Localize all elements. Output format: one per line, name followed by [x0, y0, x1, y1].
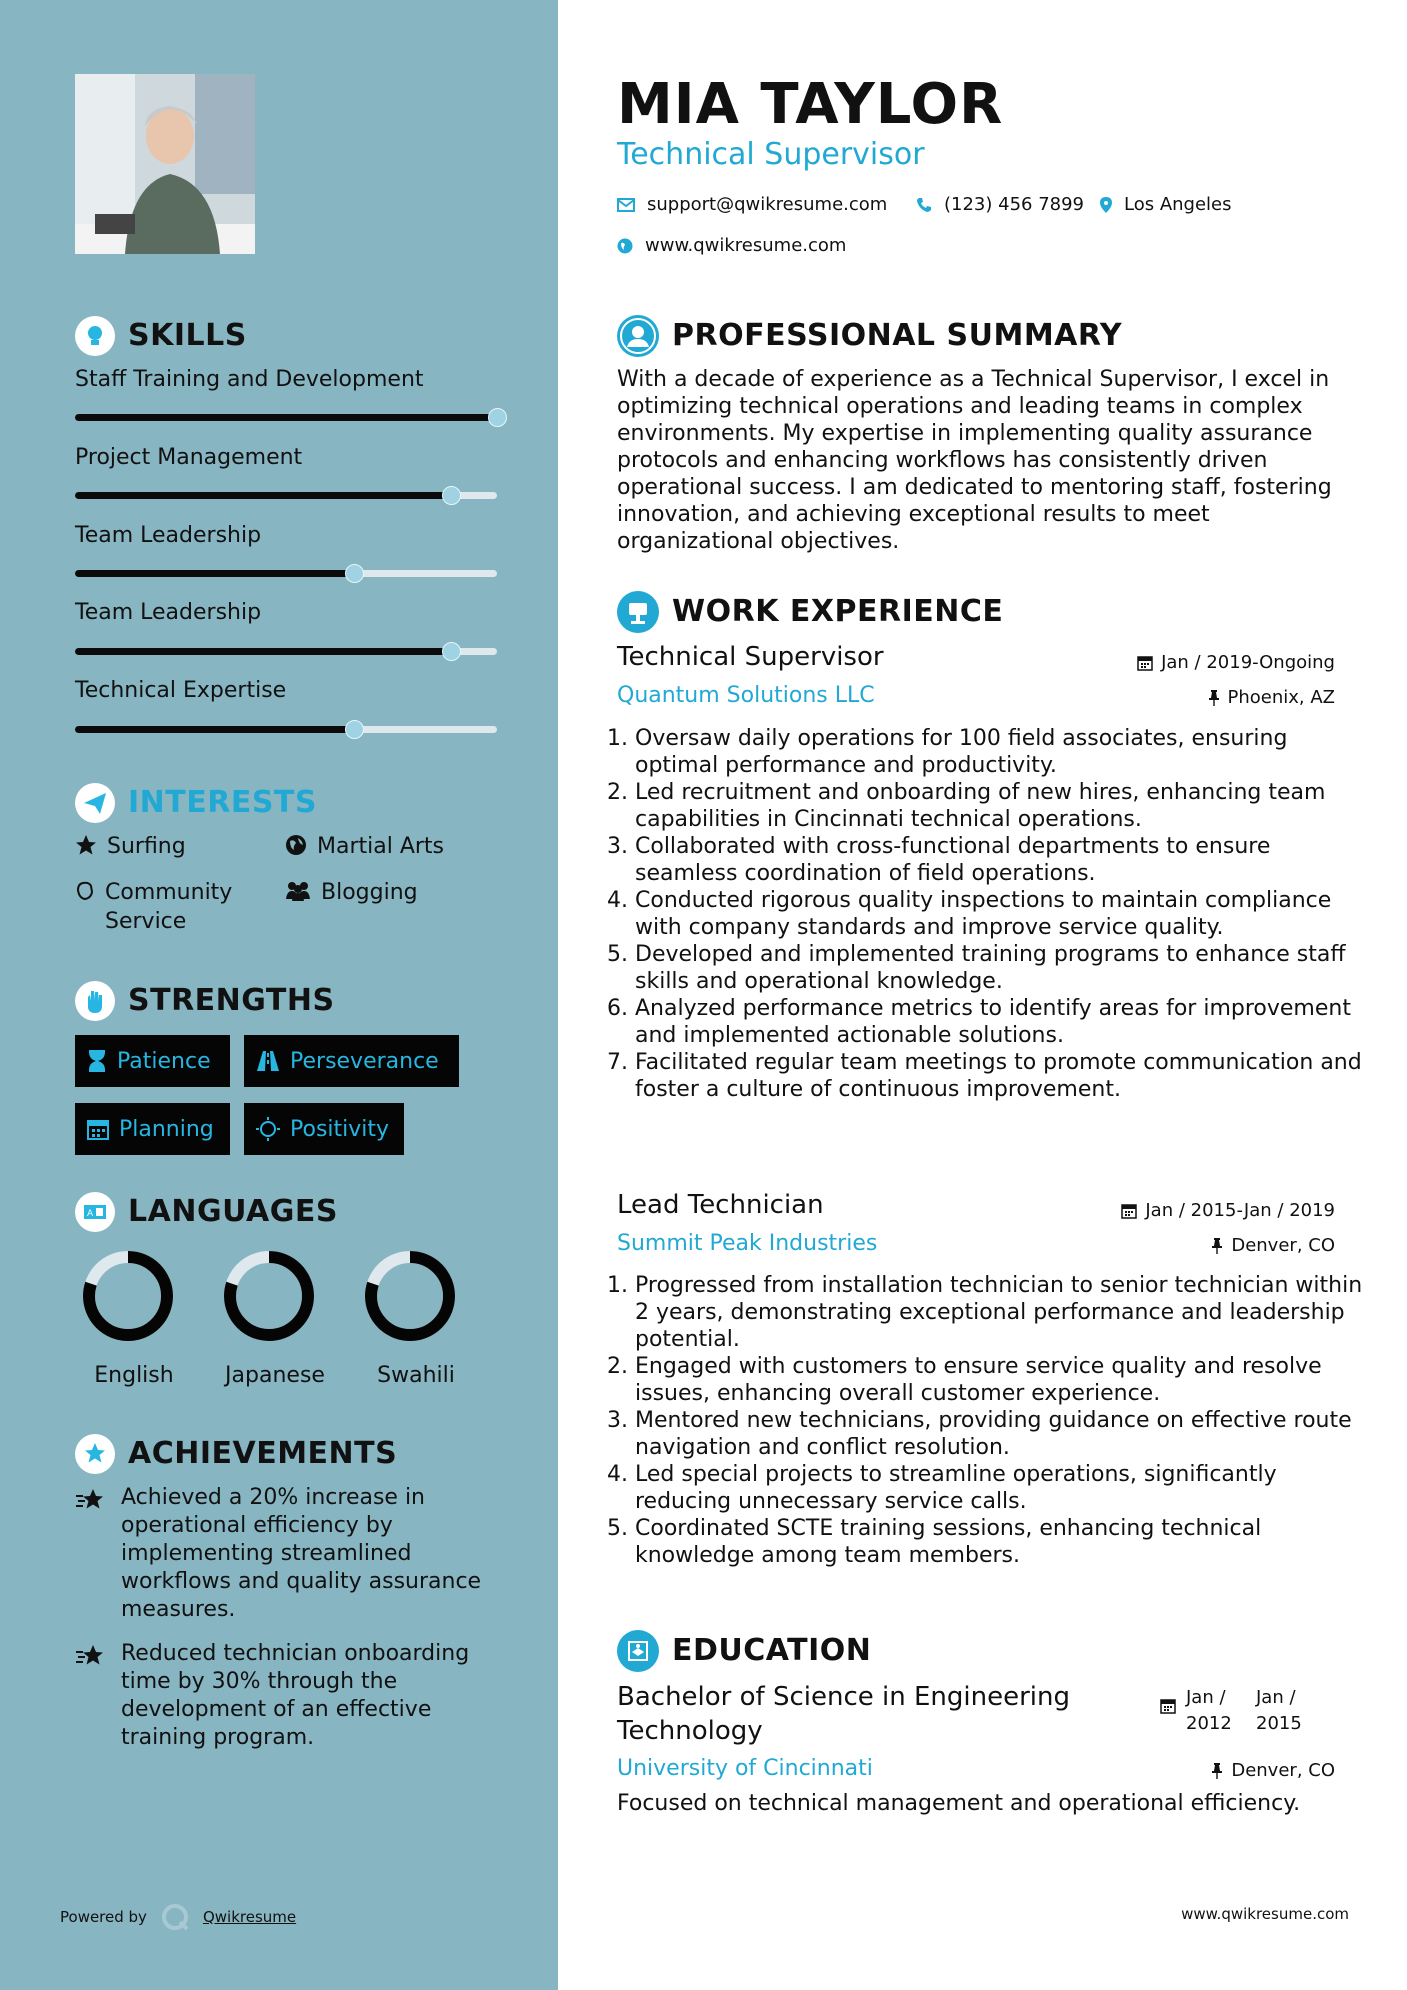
- list-item: 1. Progressed from installation technician to senior technician within 2 years, demonstrating exceptional performance and leadership potential.: [635, 1272, 1365, 1353]
- job-title-header: Technical Supervisor: [617, 137, 925, 172]
- skill-bar: [75, 492, 497, 499]
- job-date-text: Jan / 2015-Jan / 2019: [1145, 1200, 1335, 1221]
- pushpin-icon: [1211, 1238, 1223, 1254]
- list-item: 6. Analyzed performance metrics to identify areas for improvement and implemented actionable solutions.: [635, 995, 1365, 1049]
- education-date: [1160, 1685, 1306, 1737]
- calendar-icon: [1160, 1685, 1176, 1737]
- user-icon: [617, 315, 659, 357]
- summary-text: With a decade of experience as a Technical Supervisor, I excel in optimizing technical operations and leading teams in complex environments. My expertise in implementing quality assurance protocols and enhancing workflows has consistently driven operational success. I am dedicated to mentoring staff, fostering innovation, and achieving exceptional results to meet organizational objectives.: [617, 367, 1332, 554]
- skills-heading: SKILLS: [128, 318, 247, 353]
- skill-name: Team Leadership: [75, 523, 262, 548]
- interest-label: Martial Arts: [317, 834, 445, 859]
- brand-link[interactable]: Qwikresume: [202, 1908, 297, 1926]
- pushpin-icon: [1211, 1763, 1223, 1779]
- envelope-icon: [617, 198, 635, 212]
- footer-powered-by: [60, 1903, 296, 1931]
- job-responsibilities: [617, 725, 1365, 1103]
- interest-label: Blogging: [321, 880, 418, 905]
- contact-location: [1100, 194, 1232, 215]
- date-end: Jan / 2015: [1256, 1687, 1302, 1734]
- list-item: 5. Coordinated SCTE training sessions, enhancing technical knowledge among team members.: [635, 1515, 1365, 1569]
- map-pin-icon: [1100, 197, 1112, 213]
- person-name: MIA TAYLOR: [617, 72, 1004, 137]
- language-ring-japanese: [221, 1248, 317, 1344]
- interest-item: [285, 878, 485, 907]
- interest-item: [285, 832, 485, 861]
- job-title: Technical Supervisor: [617, 642, 884, 672]
- star-shooting-icon: [75, 1484, 107, 1624]
- interest-label: Surfing: [107, 834, 186, 859]
- qwikresume-logo-icon: [161, 1903, 189, 1931]
- lightbulb-icon: [75, 316, 115, 356]
- briefcase-icon: [617, 591, 659, 633]
- school-name: University of Cincinnati: [617, 1756, 873, 1781]
- job-location-text: Denver, CO: [1231, 1235, 1335, 1256]
- phone-text: (123) 456 7899: [944, 194, 1085, 215]
- contact-email[interactable]: [617, 194, 887, 215]
- email-text: support@qwikresume.com: [647, 194, 888, 215]
- globe-icon: [617, 238, 633, 254]
- contact-website[interactable]: [617, 235, 846, 256]
- list-item: 2. Engaged with customers to ensure service quality and resolve issues, enhancing overall customer experience.: [635, 1353, 1365, 1407]
- hand-icon: [75, 878, 95, 904]
- achievement-item: [75, 1640, 495, 1752]
- language-ring-swahili: [362, 1248, 458, 1344]
- sun-icon: [256, 1117, 280, 1141]
- skill-bar: [75, 726, 497, 733]
- calendar-icon: [1121, 1203, 1137, 1219]
- svg-text:A: A: [87, 1209, 94, 1219]
- achievements-heading: ACHIEVEMENTS: [128, 1436, 398, 1471]
- phone-icon: [916, 197, 932, 213]
- education-location: [1211, 1760, 1335, 1781]
- skill-name: Team Leadership: [75, 600, 262, 625]
- education-location-text: Denver, CO: [1231, 1760, 1335, 1781]
- strengths-heading: STRENGTHS: [128, 983, 335, 1018]
- job-date-text: Jan / 2019-Ongoing: [1161, 652, 1335, 673]
- strength-label: Positivity: [290, 1116, 390, 1142]
- achievement-text: Reduced technician onboarding time by 30% through the development of an effective training program.: [121, 1641, 470, 1750]
- language-name: English: [94, 1363, 174, 1388]
- list-item: 5. Developed and implemented training programs to enhance staff skills and operational knowledge.: [635, 941, 1365, 995]
- skill-name: Staff Training and Development: [75, 367, 424, 392]
- job-responsibilities: [617, 1272, 1365, 1569]
- skill-bar: [75, 570, 497, 577]
- language-icon: [75, 1192, 115, 1232]
- globe-icon: [285, 832, 307, 858]
- powered-by-label: Powered by: [60, 1908, 147, 1926]
- company-name: Summit Peak Industries: [617, 1231, 878, 1256]
- fist-icon: [75, 981, 115, 1021]
- skill-name: Project Management: [75, 445, 303, 470]
- interest-item: [75, 832, 275, 861]
- pushpin-icon: [1208, 690, 1220, 706]
- interest-label: Community Service: [105, 880, 233, 934]
- education-description: Focused on technical management and operational efficiency.: [617, 1791, 1301, 1816]
- date-start: Jan / 2012: [1186, 1687, 1232, 1734]
- achievement-text: Achieved a 20% increase in operational efficiency by implementing streamlined workflows and quality assurance measures.: [121, 1485, 482, 1622]
- languages-heading: LANGUAGES: [128, 1194, 338, 1229]
- skill-bar: [75, 414, 497, 421]
- list-item: 3. Collaborated with cross-functional departments to ensure seamless coordination of field operations.: [635, 833, 1365, 887]
- list-item: 7. Facilitated regular team meetings to promote communication and foster a culture of continuous improvement.: [635, 1049, 1365, 1103]
- list-item: 3. Mentored new technicians, providing guidance on effective route navigation and conflict resolution.: [635, 1407, 1365, 1461]
- location-text: Los Angeles: [1124, 194, 1232, 215]
- list-item: 1. Oversaw daily operations for 100 field associates, ensuring optimal performance and productivity.: [635, 725, 1365, 779]
- strength-chip: [244, 1035, 459, 1087]
- strength-chip: [75, 1035, 230, 1087]
- website-text: www.qwikresume.com: [645, 235, 847, 256]
- language-ring-english: [80, 1248, 176, 1344]
- summary-heading: PROFESSIONAL SUMMARY: [672, 318, 1123, 353]
- job-title: Lead Technician: [617, 1190, 824, 1220]
- users-icon: [285, 878, 311, 904]
- skill-name: Technical Expertise: [75, 678, 287, 703]
- strength-chip: [75, 1103, 230, 1155]
- award-icon: [75, 1434, 115, 1474]
- education-heading: EDUCATION: [672, 1633, 872, 1668]
- strength-label: Perseverance: [290, 1048, 439, 1074]
- star-shooting-icon: [75, 1640, 107, 1752]
- achievement-item: [75, 1484, 495, 1624]
- graduation-icon: [617, 1630, 659, 1672]
- job-location: [1208, 687, 1336, 708]
- language-name: Swahili: [377, 1363, 455, 1388]
- star-icon: [75, 832, 97, 858]
- experience-heading: WORK EXPERIENCE: [672, 594, 1004, 629]
- hourglass-icon: [87, 1049, 107, 1073]
- strength-label: Planning: [119, 1116, 214, 1142]
- job-location: [1211, 1235, 1335, 1256]
- list-item: 2. Led recruitment and onboarding of new hires, enhancing team capabilities in Cincinnati technical operations.: [635, 779, 1365, 833]
- interests-heading: INTERESTS: [128, 785, 317, 820]
- strength-chip: [244, 1103, 404, 1155]
- job-date: [1137, 652, 1335, 673]
- footer-website[interactable]: www.qwikresume.com: [1181, 1905, 1349, 1923]
- company-name: Quantum Solutions LLC: [617, 683, 875, 708]
- interest-item: [75, 878, 265, 936]
- list-item: 4. Led special projects to streamline operations, significantly reducing unnecessary service calls.: [635, 1461, 1365, 1515]
- profile-photo: [75, 74, 255, 254]
- skill-bar: [75, 648, 497, 655]
- calendar-icon: [1137, 655, 1153, 671]
- calendar-icon: [87, 1118, 109, 1140]
- job-location-text: Phoenix, AZ: [1227, 687, 1335, 708]
- language-name: Japanese: [225, 1363, 325, 1388]
- degree-title: Bachelor of Science in Engineering Technology: [617, 1682, 1070, 1746]
- list-item: 4. Conducted rigorous quality inspections to maintain compliance with company standards and improve service quality.: [635, 887, 1365, 941]
- job-date: [1121, 1200, 1335, 1221]
- paper-plane-icon: [75, 783, 115, 823]
- strength-label: Patience: [117, 1048, 211, 1074]
- contact-phone[interactable]: [916, 194, 1084, 215]
- road-icon: [256, 1050, 280, 1072]
